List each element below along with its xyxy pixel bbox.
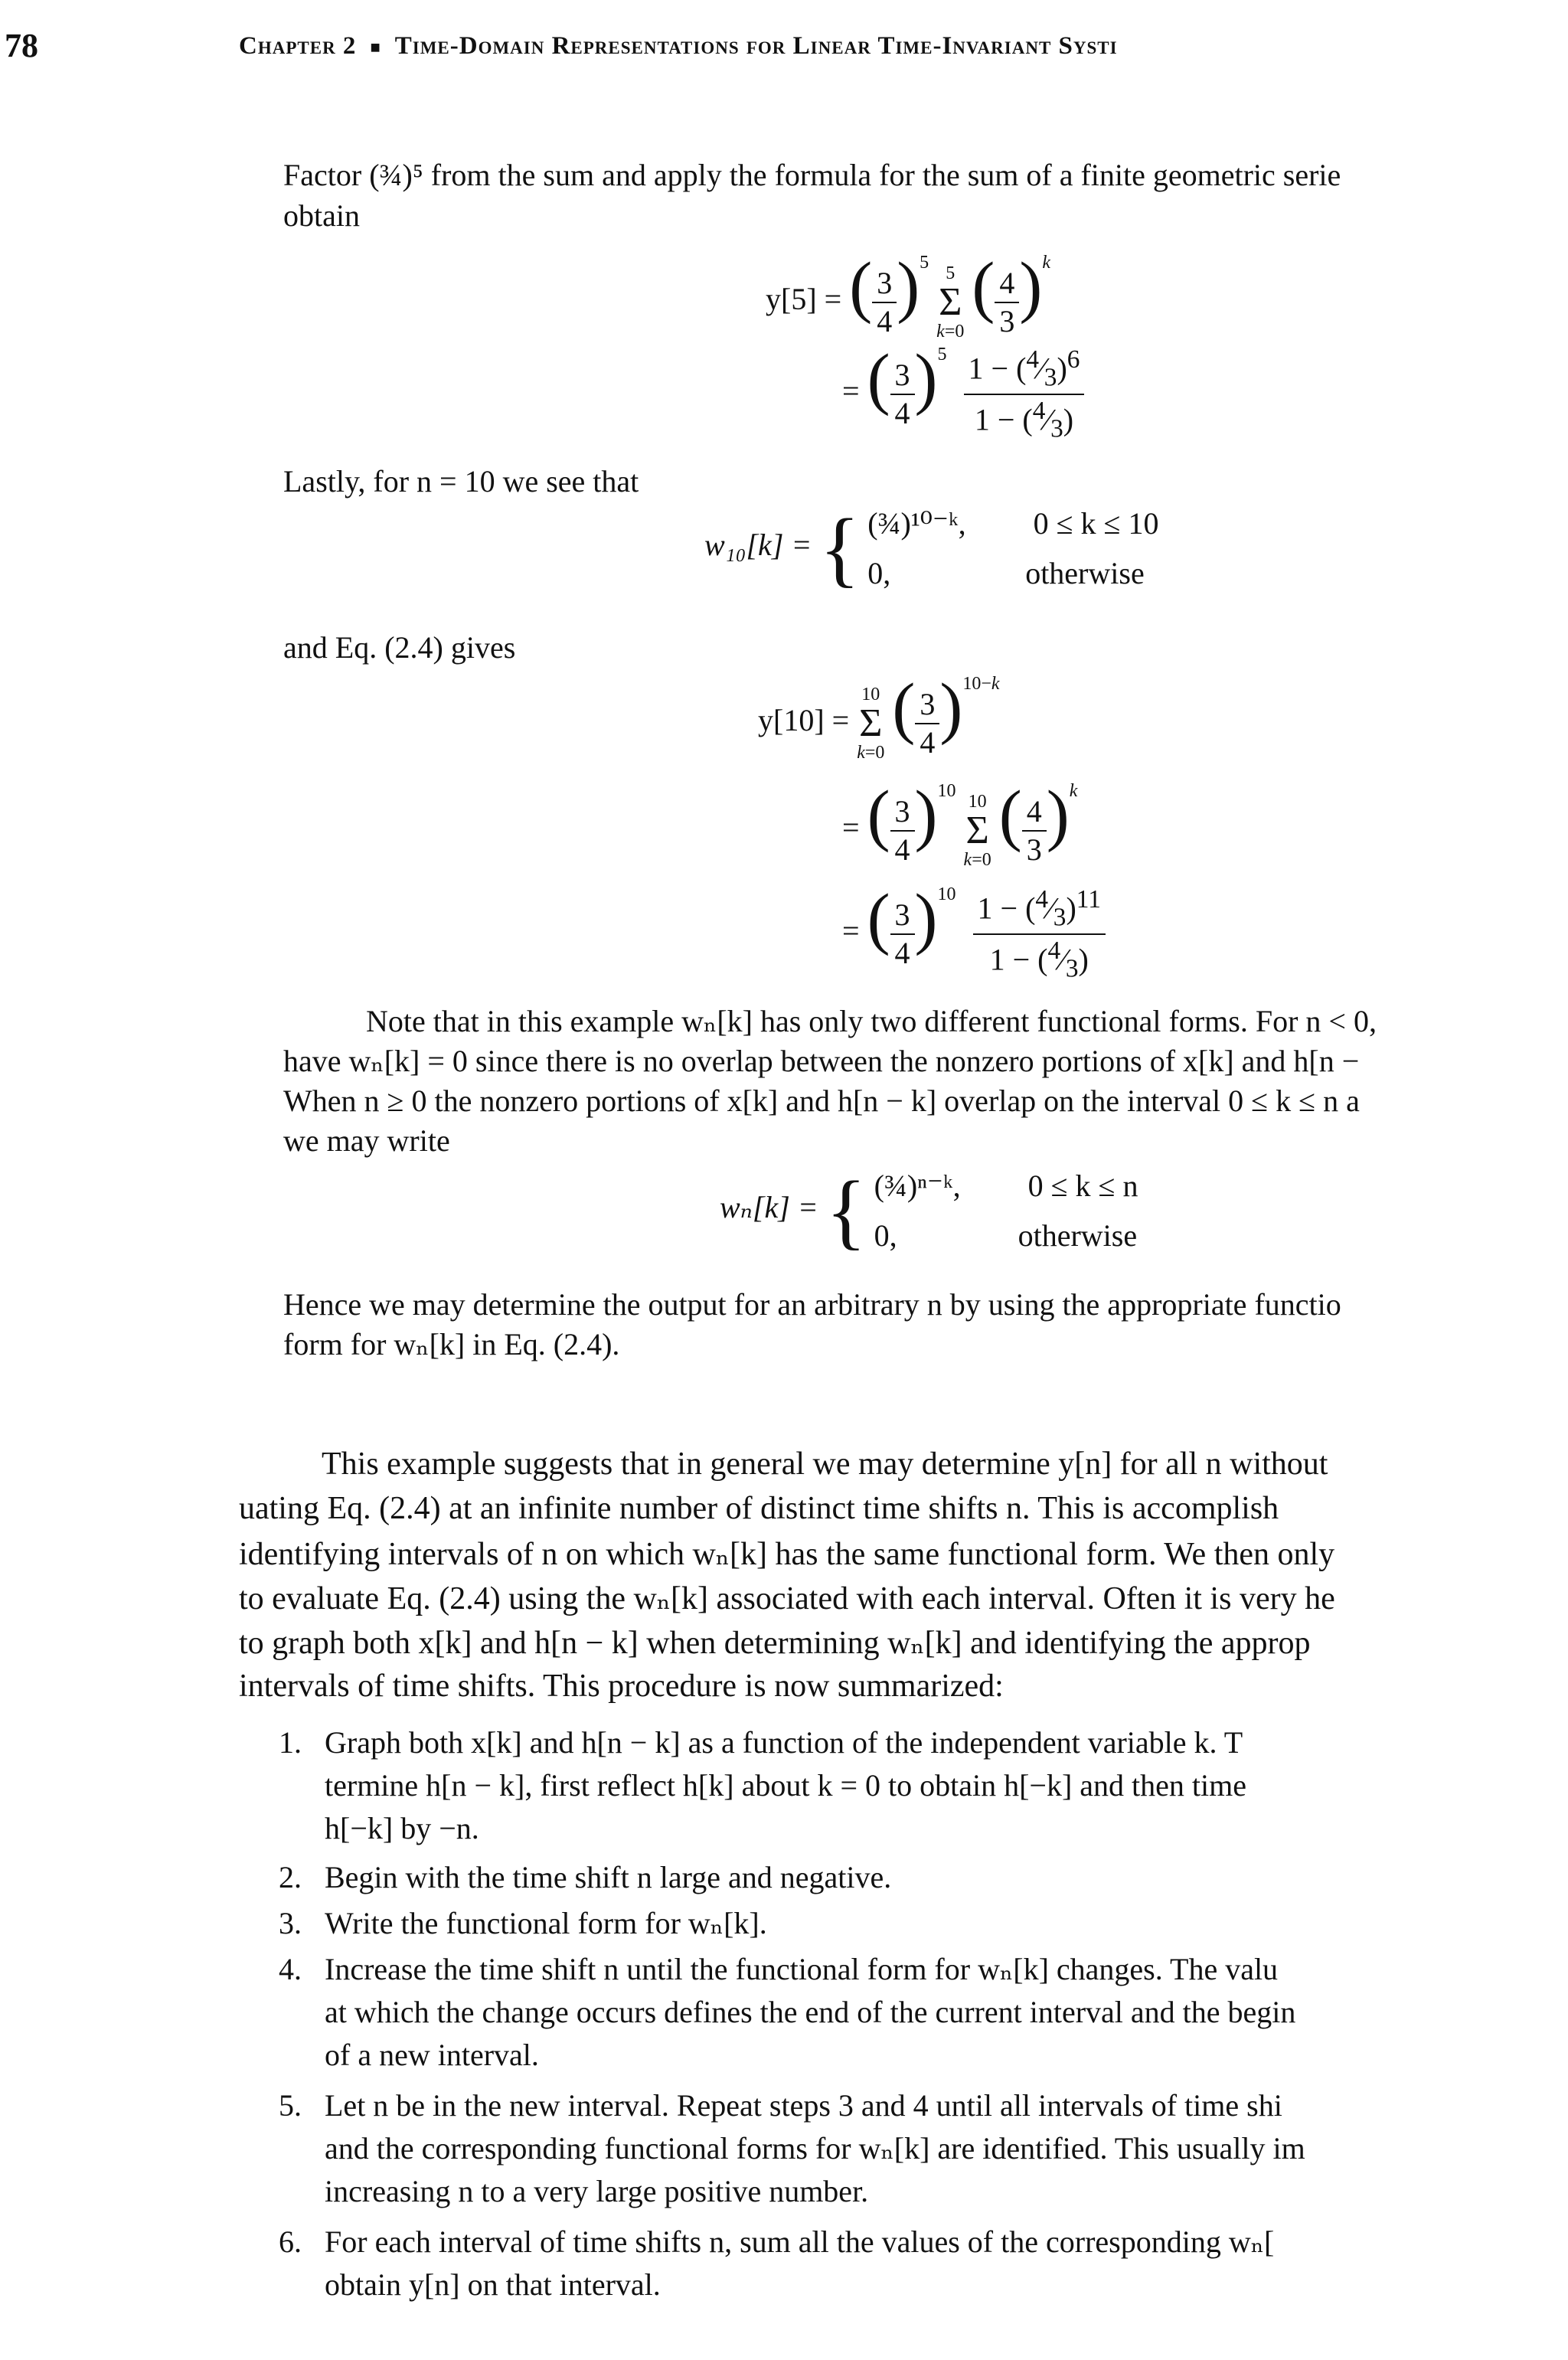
step-4-line-2: at which the change occurs defines the end of the current interval and the begin (325, 1995, 1296, 2029)
page-number: 78 (5, 27, 38, 64)
equation-y10-line2: = ( $\frac{3}{4}$ )$^{10}$ 10 Σ k=0 ( $\frac{4}{3}$ )$^k$ (842, 777, 1078, 870)
step-1-line-3: h[−k] by −n. (325, 1811, 479, 1845)
para-line-6: intervals of time shifts. This procedure is now summarized: (239, 1669, 1004, 1704)
para-line-2: uating Eq. (2.4) at an infinite number of distinct time shifts n. This is accomplish (239, 1491, 1279, 1526)
equation-y5-line1: y[5] = ( $\frac{3}{4}$ )$^5$ 5 Σ k=0 ( $\frac{4}{3}$ )$^k$ (766, 249, 1050, 342)
step-4-number: 4. (279, 1952, 302, 1986)
w10-case2-expr: 0, (867, 556, 891, 590)
equation-w10 (704, 502, 1159, 595)
summation-icon: 10 Σ k=0 (857, 684, 885, 763)
para-line-4: to evaluate Eq. (2.4) using the wₙ[k] associated with each interval. Often it is very he (239, 1581, 1335, 1616)
note-line-1: Note that in this example wₙ[k] has only two different functional forms. For n < 0, (366, 1004, 1377, 1038)
example-line-4: and Eq. (2.4) gives (283, 630, 516, 665)
step-5-line-1: Let n be in the new interval. Repeat steps 3 and 4 until all intervals of time shi (325, 2088, 1282, 2123)
running-head (239, 32, 1118, 60)
step-3-number: 3. (279, 1906, 302, 1940)
w10-case2-cond: otherwise (1025, 556, 1145, 590)
hence-line-1: Hence we may determine the output for an arbitrary n by using the appropriate functio (283, 1287, 1341, 1322)
separator-square-icon: ■ (370, 38, 381, 57)
step-2-line-1: Begin with the time shift n large and negative. (325, 1860, 892, 1894)
summation-icon: 5 Σ k=0 (936, 263, 965, 342)
equation-y10-line1: y[10] = 10 Σ k=0 ( $\frac{3}{4}$ )$^{10-k}$ (758, 670, 1000, 763)
wn-case2-cond: otherwise (1018, 1218, 1138, 1253)
wn-case1-cond: 0 ≤ k ≤ n (1027, 1169, 1138, 1203)
note-line-4: we may write (283, 1123, 450, 1158)
step-5-line-2: and the corresponding functional forms for wₙ[k] are identified. This usually im (325, 2131, 1305, 2166)
para-line-5: to graph both x[k] and h[n − k] when determining wₙ[k] and identifying the approp (239, 1626, 1311, 1661)
step-2-number: 2. (279, 1860, 302, 1894)
hence-line-2: form for wₙ[k] in Eq. (2.4). (283, 1327, 620, 1361)
left-brace-icon: { (825, 1164, 867, 1257)
summation-icon: 10 Σ k=0 (963, 791, 991, 870)
w10-case1-cond: 0 ≤ k ≤ 10 (1033, 506, 1159, 541)
equation-wn-lhs: wₙ[k] = (720, 1190, 818, 1225)
step-6-number: 6. (279, 2224, 302, 2259)
example-line-3: Lastly, for n = 10 we see that (283, 464, 639, 498)
step-6-line-2: obtain y[n] on that interval. (325, 2267, 661, 2302)
example-line-1: Factor (¾)⁵ from the sum and apply the formula for the sum of a finite geometric serie (283, 158, 1341, 192)
paren-left-icon: ( (849, 249, 873, 325)
step-1-line-1: Graph both x[k] and h[n − k] as a function of the independent variable k. T (325, 1725, 1243, 1760)
wn-case1-expr: (¾)ⁿ⁻ᵏ, (874, 1169, 961, 1203)
para-line-3: identifying intervals of n on which wₙ[k] has the same functional form. We then only (239, 1537, 1335, 1572)
wn-case2-expr: 0, (874, 1218, 897, 1253)
equation-y5-line2: = ( $\frac{3}{4}$ )$^5$ $\frac{1 - (^4⁄_3)^6}{1 - (^4⁄_3)}$ (842, 345, 1084, 441)
step-1-number: 1. (279, 1725, 302, 1760)
step-6-line-1: For each interval of time shifts n, sum all the values of the corresponding wₙ[ (325, 2224, 1275, 2259)
equation-w10-lhs: w₁₀[k] = (704, 528, 812, 563)
chapter-label: Chapter 2 (239, 32, 357, 60)
left-brace-icon: { (819, 502, 861, 595)
note-line-3: When n ≥ 0 the nonzero portions of x[k] and h[n − k] overlap on the interval 0 ≤ k ≤ n a (283, 1084, 1360, 1118)
equation-wn (720, 1164, 1138, 1257)
equation-y10-line3: = ( $\frac{3}{4}$ )$^{10}$ $\frac{1 - (^4⁄_3)^{11}}{1 - (^4⁄_3)}$ (842, 884, 1106, 981)
step-4-line-3: of a new interval. (325, 2038, 539, 2072)
step-5-line-3: increasing n to a very large positive number. (325, 2174, 869, 2208)
equation-y5-lhs: y[5] = (766, 282, 842, 316)
step-1-line-2: termine h[n − k], first reflect h[k] about k = 0 to obtain h[−k] and then time (325, 1768, 1247, 1803)
w10-case1-expr: (¾)¹⁰⁻ᵏ, (867, 506, 966, 541)
step-4-line-1: Increase the time shift n until the functional form for wₙ[k] changes. The valu (325, 1952, 1279, 1986)
note-line-2: have wₙ[k] = 0 since there is no overlap between the nonzero portions of x[k] and h[n − (283, 1044, 1360, 1078)
para-line-1: This example suggests that in general we may determine y[n] for all n without (322, 1446, 1328, 1482)
step-5-number: 5. (279, 2088, 302, 2123)
example-line-2: obtain (283, 198, 360, 233)
chapter-title: Time-Domain Representations for Linear Time-Invariant Systi (394, 32, 1118, 60)
paren-right-icon: ) (897, 249, 920, 325)
equation-y10-lhs: y[10] = (758, 703, 850, 737)
step-3-line-1: Write the functional form for wₙ[k]. (325, 1906, 767, 1940)
